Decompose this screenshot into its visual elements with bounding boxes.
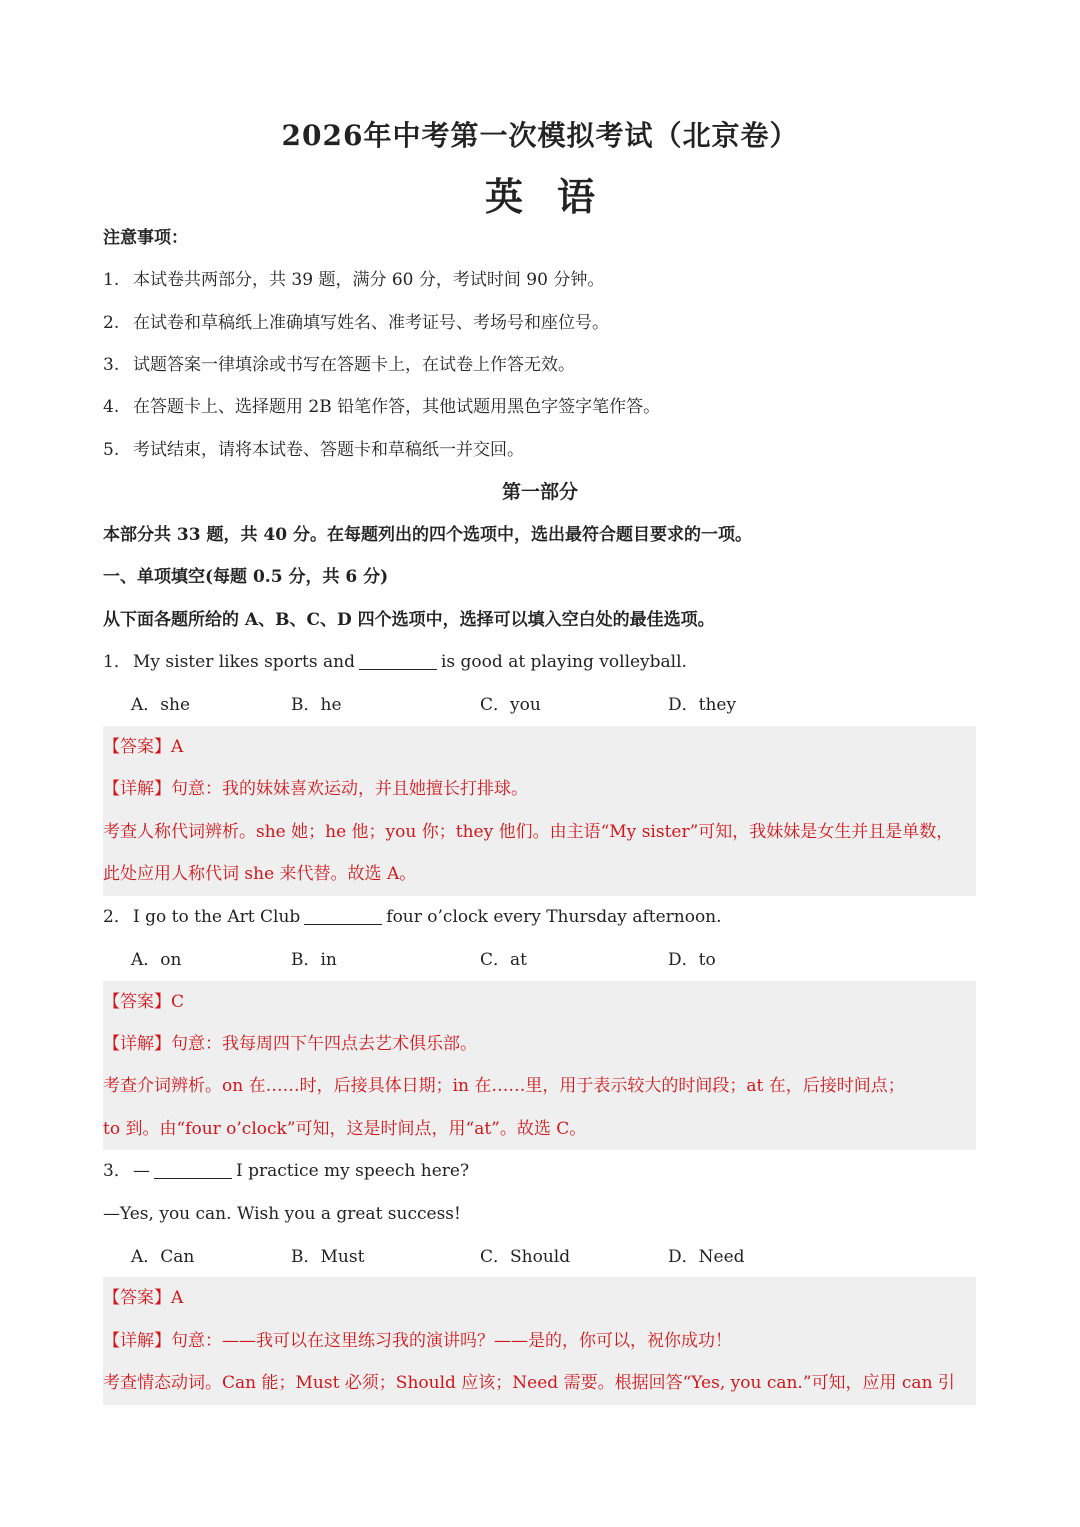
option-b: B．in [291,950,337,970]
note-text: 在试卷和草稿纸上准确填写姓名、准考证号、考场号和座位号。 [133,313,609,333]
answer-blank [304,907,382,925]
answer-label: 【答案】A [103,737,184,757]
option-d: D．they [668,695,737,715]
question-number: 2． [103,907,131,927]
stem-before: I go to the Art Club [133,907,301,927]
note-number: 4. [103,397,120,417]
note-item [103,386,983,428]
part-heading: 第一部分 [501,481,578,503]
stem-after: is good at playing volleyball. [440,652,687,672]
stem-after: four o’clock every Thursday afternoon. [386,907,722,927]
option-c: C．at [480,950,527,970]
question-number: 1． [103,652,131,672]
subject-title: 英语 [484,174,629,219]
section-instruction: 从下面各题所给的 A、B、C、D 四个选项中，选择可以填入空白处的最佳选项。 [103,610,715,630]
option-b: B．Must [291,1247,365,1267]
question-number: 3． [103,1161,131,1181]
note-number: 5. [103,440,120,460]
note-item [103,259,983,301]
question-3-reply: —Yes, you can. Wish you a great success! [103,1204,461,1224]
explanation-line: to 到。由“four o’clock”可知，这是时间点，用“at”。故选 C。 [103,1119,587,1139]
explanation-line: 考查介词辨析。on 在……时，后接具体日期；in 在……里，用于表示较大的时间段；at 在，后接时间点； [103,1076,905,1096]
question-2-stem [103,896,983,938]
detail-text: 【详解】句意：——我可以在这里练习我的演讲吗？——是的，你可以，祝你成功！ [103,1331,732,1351]
note-text: 本试卷共两部分，共 39 题，满分 60 分，考试时间 90 分钟。 [133,270,605,290]
explanation-line: 考查情态动词。Can 能；Must 必须；Should 应该；Need 需要。根据回答“Yes, you can.”可知，应用 can 引 [103,1373,955,1393]
note-text: 考试结束，请将本试卷、答题卡和草稿纸一并交回。 [133,440,524,460]
answer-blank [359,652,437,670]
option-a: A．Can [131,1247,195,1267]
question-1-stem [103,641,983,683]
notes-heading: 注意事项： [103,228,188,248]
exam-title: 2026年中考第一次模拟考试（北京卷） [281,119,799,152]
section-title: 一、单项填空(每题 0.5 分，共 6 分) [103,567,389,587]
explanation-line: 考查人称代词辨析。she 她；he 他；you 你；they 他们。由主语“My sister”可知，我妹妹是女生并且是单数， [103,822,954,842]
note-item [103,344,983,386]
note-number: 3. [103,355,120,375]
note-item [103,429,983,471]
detail-text: 【详解】句意：我每周四下午四点去艺术俱乐部。 [103,1034,477,1054]
option-a: A．she [131,695,191,715]
option-d: D．to [668,950,716,970]
stem-after: I practice my speech here? [236,1161,470,1181]
detail-text: 【详解】句意：我的妹妹喜欢运动，并且她擅长打排球。 [103,779,528,799]
option-a: A．on [131,950,182,970]
option-b: B．he [291,695,342,715]
answer-blank [154,1161,232,1179]
option-c: C．you [480,695,541,715]
note-item [103,302,983,344]
stem-before: My sister likes sports and [133,652,355,672]
question-3-stem [103,1150,983,1192]
explanation-line: 此处应用人称代词 she 来代替。故选 A。 [103,864,417,884]
note-number: 2. [103,313,120,333]
option-d: D．Need [668,1247,745,1267]
option-c: C．Should [480,1247,571,1267]
answer-label: 【答案】C [103,992,185,1012]
stem-before: — [133,1161,150,1181]
note-text: 在答题卡上、选择题用 2B 铅笔作答，其他试题用黑色字签字笔作答。 [133,397,661,417]
part-intro: 本部分共 33 题，共 40 分。在每题列出的四个选项中，选出最符合题目要求的一项。 [103,525,752,545]
answer-label: 【答案】A [103,1288,184,1308]
note-text: 试题答案一律填涂或书写在答题卡上，在试卷上作答无效。 [133,355,575,375]
note-number: 1. [103,270,120,290]
